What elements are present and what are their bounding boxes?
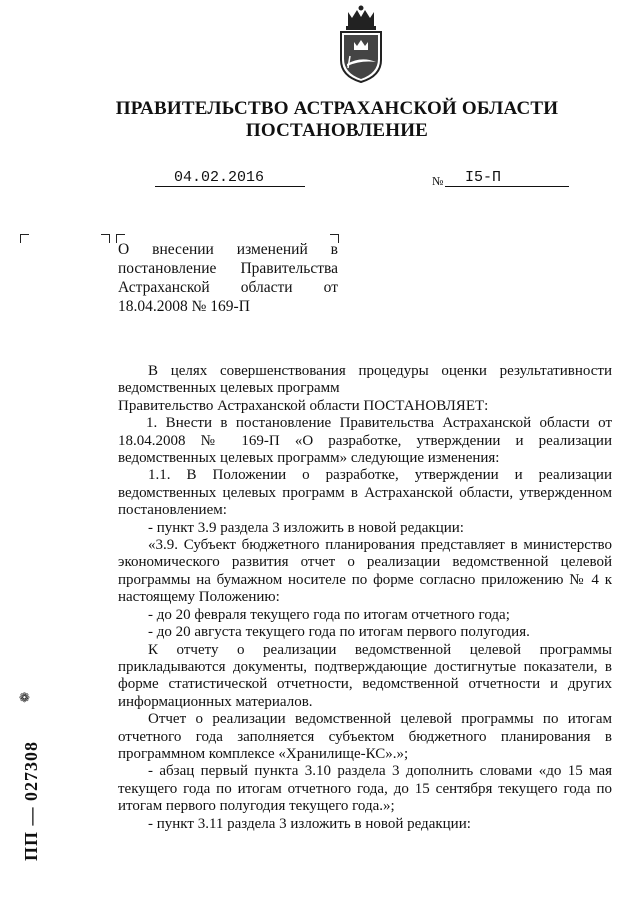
body-paragraph: - до 20 февраля текущего года по итогам отчетного года; [148,606,510,623]
document-subject [118,240,338,316]
document-number: I5-П [445,170,569,187]
body-paragraph: - абзац первый пункта 3.10 раздела 3 дополнить словами «до 15 мая текущего года по итогам отчетного года, до 15 сентября текущего года по итогам первого полугодия текущего года.»; [118,763,612,815]
coat-of-arms-emblem [330,4,392,84]
document-date: 04.02.2016 [155,170,305,187]
side-stamp-number: ПП — 027308 [21,740,41,861]
body-paragraph: - пункт 3.11 раздела 3 изложить в новой редакции: [148,815,471,832]
body-paragraph: - пункт 3.9 раздела 3 изложить в новой редакции: [148,519,464,536]
body-paragraph: 1. Внести в постановление Правительства Астраханской области от 18.04.2008 № 169-П «О разработке, утверждении и реализации ведомственных целевых программ» следующие изменения: [118,415,612,467]
body-paragraph: 1.1. В Положении о разработке, утверждении и реализации ведомственных целевых программ в Астраханской области, утвержденном постановлением: [118,467,612,519]
corner-mark [101,234,110,243]
body-paragraph: В целях совершенствования процедуры оценки результативности ведомственных целевых программ [118,363,612,397]
corner-mark [20,234,29,243]
subject-text: О внесении изменений в постановление Правительства Астраханской области от 18.04.2008 № 169-П [118,241,338,315]
side-stamp [18,690,48,860]
body-paragraph: К отчету о реализации ведомственной целевой программы прикладываются документы, подтверждающие достигнутые показатели, в форме статистической отчетности, ведомственной отчетности и других информационных материалов. [118,641,612,710]
body-paragraph: Правительство Астраханской области ПОСТАНОВЛЯЕТ: [118,397,489,414]
body-paragraph: «3.9. Субъект бюджетного планирования представляет в министерство экономического развития отчет о реализации ведомственной целевой программы на бумажном носителе по форме согласно приложению № 4 к настоящему Положению: [118,537,612,606]
flower-icon: ❁ [19,690,30,705]
document-type-title: ПОСТАНОВЛЕНИЕ [245,120,429,141]
document-body [118,363,612,833]
government-title: ПРАВИТЕЛЬСТВО АСТРАХАНСКОЙ ОБЛАСТИ [115,98,559,119]
number-label: № [432,174,444,188]
body-paragraph: Отчет о реализации ведомственной целевой программы по итогам отчетного года заполняется субъектом бюджетного планирования в программном комплексе «Хранилище-КС».»; [118,711,612,762]
body-paragraph: - до 20 августа текущего года по итогам первого полугодия. [148,624,530,641]
coat-of-arms-icon [330,4,392,84]
